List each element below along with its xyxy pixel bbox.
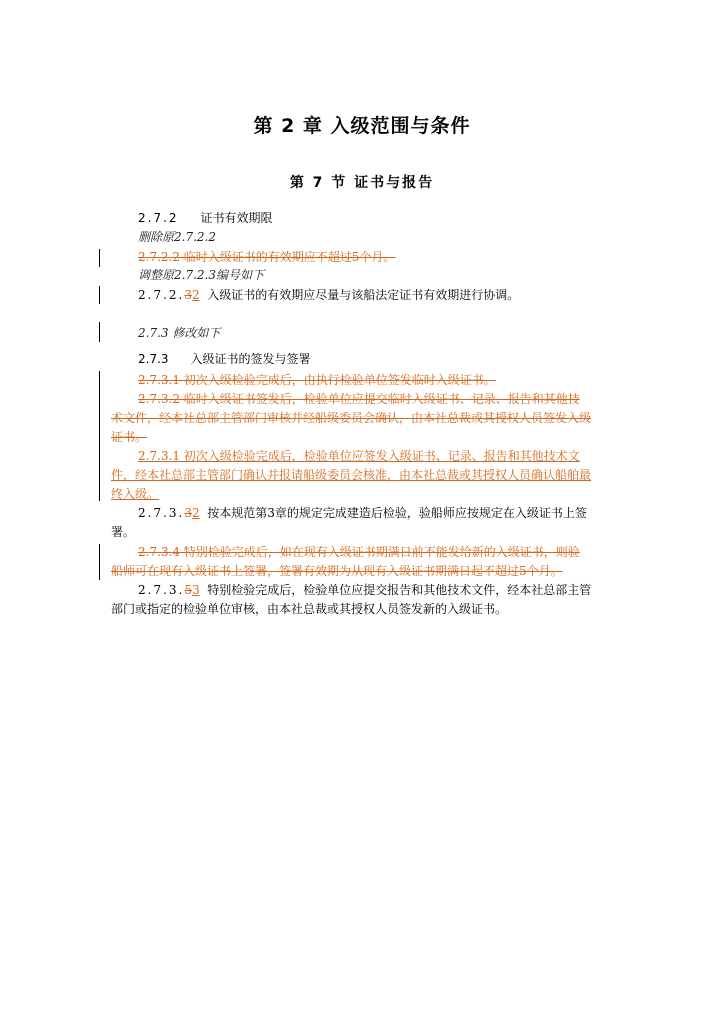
clause-2-7-3-3-line1	[138, 583, 591, 598]
deleted-clause-2-7-3-4-line1: 2.7.3.4 特别检验完成后，如在现有入级证书期满日前不能发给新的入级证书，则验	[138, 545, 580, 559]
clause-2-7-2-heading	[138, 211, 273, 226]
deleted-clause-2-7-3-2-line3: 证书。	[111, 430, 148, 444]
clause-title: 入级证书的签发与签署	[190, 352, 311, 366]
clause-title: 证书有效期限	[200, 211, 273, 225]
new-number: 2	[192, 506, 200, 520]
clause-number: 2.7.3	[138, 352, 169, 366]
old-number: 3	[184, 288, 192, 302]
clause-2-7-3-3-line2: 部门或指定的检验单位审核，由本社总裁或其授权人员签发新的入级证书。	[111, 602, 508, 616]
clause-text: 入级证书的有效期应尽量与该船法定证书有效期进行协调。	[207, 288, 520, 302]
editorial-note-2-7-3: 2.7.3 修改如下	[138, 326, 221, 340]
deleted-clause-2-7-3-2-line1: 2.7.3.2 临时入级证书签发后，检验单位应提交临时入级证书、记录、报告和其他技	[138, 392, 580, 406]
change-bar	[99, 286, 100, 304]
inserted-clause-2-7-3-1-line3: 终入级。	[111, 487, 160, 501]
editorial-note-delete: 删除原2.7.2.2	[138, 230, 216, 244]
clause-number-prefix: 2.7.3.	[138, 506, 185, 520]
clause-number-prefix: 2.7.2.	[138, 288, 185, 302]
old-number: 5	[184, 583, 192, 597]
deleted-clause-2-7-3-4-line2: 船师可在现有入级证书上签署，签署有效期为从现有入级证书期满日起不超过5个月。	[111, 564, 563, 578]
inserted-clause-2-7-3-1-line2: 件，经本社总部主管部门确认并报请船级委员会核准，由本社总裁或其授权人员确认船舶最	[111, 468, 592, 482]
chapter-title: 第 2 章 入级范围与条件	[253, 115, 471, 137]
section-title: 第 7 节 证书与报告	[289, 175, 435, 191]
clause-2-7-3-2-line1	[138, 506, 587, 521]
clause-text: 按本规范第3章的规定完成建造后检验，验船师应按规定在入级证书上签	[207, 506, 587, 520]
clause-2-7-3-2-line2: 署。	[111, 525, 136, 539]
new-number: 3	[192, 583, 200, 597]
deleted-clause-2-7-3-1: 2.7.3.1 初次入级检验完成后，由执行检验单位签发临时入级证书。	[138, 373, 496, 387]
change-bar	[99, 249, 100, 267]
deleted-clause-2-7-2-2: 2.7.2.2 临时入级证书的有效期应不超过5个月。	[138, 250, 396, 264]
clause-2-7-3-heading	[138, 352, 311, 367]
clause-2-7-2-2	[138, 288, 519, 303]
clause-number: 2.7.2	[138, 211, 179, 225]
deleted-clause-2-7-3-2-line2: 术文件，经本社总部主管部门审核并经船级委员会确认，由本社总裁或其授权人员签发入级	[111, 411, 592, 425]
clause-text: 特别检验完成后，检验单位应提交报告和其他技术文件，经本社总部主管	[207, 583, 592, 597]
new-number: 2	[192, 288, 200, 302]
change-bar	[99, 322, 100, 342]
clause-number-prefix: 2.7.3.	[138, 583, 185, 597]
change-bar	[99, 371, 100, 501]
inserted-clause-2-7-3-1-line1: 2.7.3.1 初次入级检验完成后，检验单位应签发入级证书、记录、报告和其他技术文	[138, 449, 580, 463]
change-bar	[99, 544, 100, 580]
editorial-note-renumber: 调整原2.7.2.3编号如下	[138, 268, 264, 282]
old-number: 3	[184, 506, 192, 520]
